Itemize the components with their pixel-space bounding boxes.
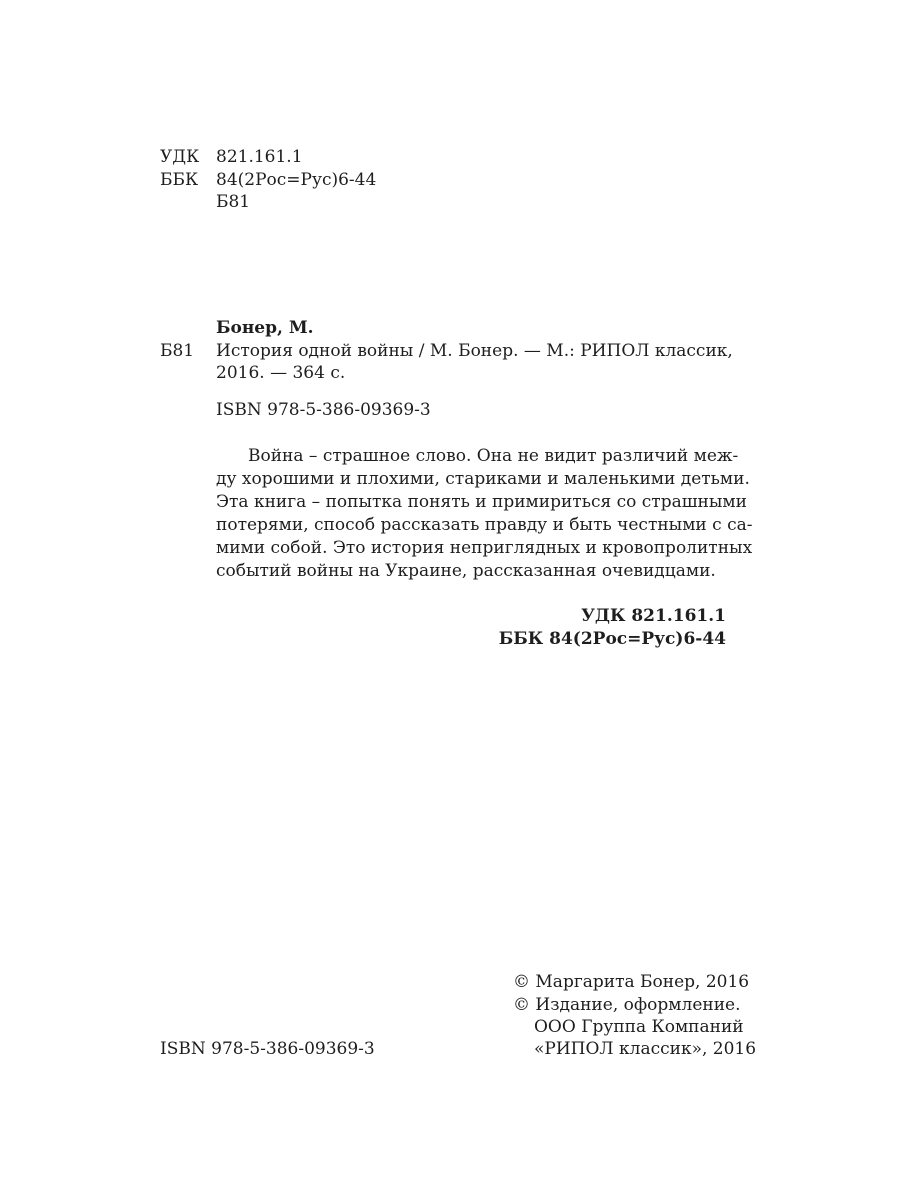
udk-label: УДК <box>160 147 200 167</box>
copyright-edition-line-1: © Издание, оформление. <box>513 995 741 1015</box>
bottom-udk: УДК 821.161.1 <box>581 606 726 626</box>
bottom-bbk: ББК 84(2Рос=Рус)6-44 <box>498 629 726 649</box>
annotation-line: потерями, способ рассказать правду и быть честными с са- <box>216 515 753 535</box>
annotation-line: Эта книга – попытка понять и примириться со страшными <box>216 492 747 512</box>
annotation-line: событий войны на Украине, рассказанная очевидцами. <box>216 561 716 581</box>
bbk-value: 84(2Рос=Рус)6-44 <box>216 170 377 190</box>
bbk-label: ББК <box>160 170 199 190</box>
copyright-author: © Маргарита Бонер, 2016 <box>513 972 750 992</box>
record-title-line-1: История одной войны / М. Бонер. — М.: РИПОЛ классик, <box>216 341 733 361</box>
copyright-edition-line-2: ООО Группа Компаний <box>534 1017 744 1037</box>
footer-isbn: ISBN 978-5-386-09369-3 <box>160 1039 375 1059</box>
record-isbn: ISBN 978-5-386-09369-3 <box>216 400 431 420</box>
copyright-edition-line-3: «РИПОЛ классик», 2016 <box>534 1039 757 1059</box>
author-mark: Б81 <box>216 192 251 212</box>
record-author: Бонер, М. <box>216 318 314 338</box>
annotation-line: мими собой. Это история неприглядных и кровопролитных <box>216 538 753 558</box>
annotation-line: ду хорошими и плохими, стариками и маленькими детьми. <box>216 469 750 489</box>
annotation-line: Война – страшное слово. Она не видит различий меж- <box>248 446 739 466</box>
udk-value: 821.161.1 <box>216 147 303 167</box>
record-mark: Б81 <box>160 341 195 361</box>
record-title-line-2: 2016. — 364 с. <box>216 363 346 383</box>
